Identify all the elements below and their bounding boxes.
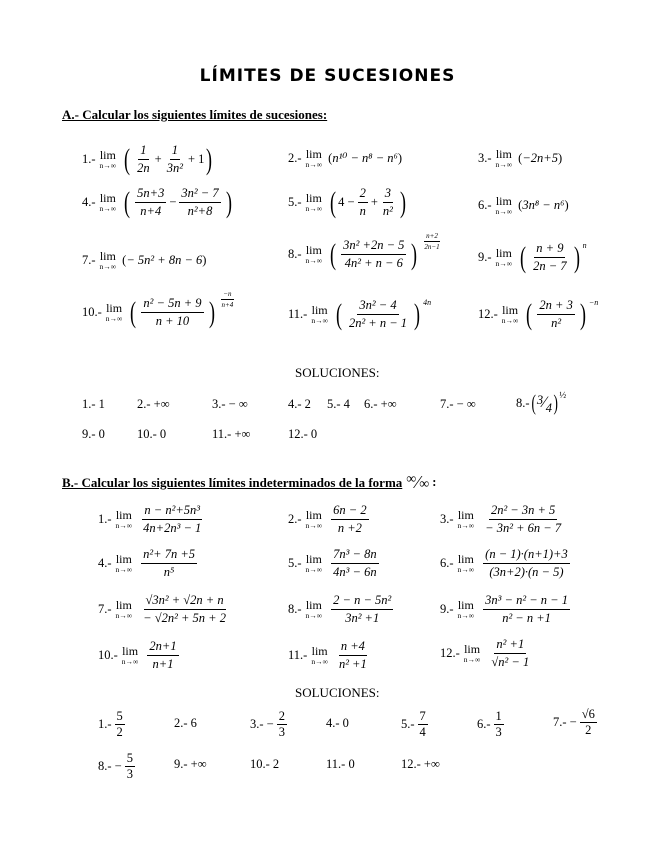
page-title: LÍMITES DE SUCESIONES <box>199 66 456 86</box>
solution-a-5: 5.- 4 <box>327 397 350 411</box>
solutions-b-title: SOLUCIONES: <box>295 685 380 700</box>
section-a-heading: A.- Calcular los siguientes límites de sucesiones: <box>62 107 328 122</box>
solution-b-1: 1.- 5 2 <box>98 709 123 739</box>
solution-b-11: 11.- 0 <box>326 757 355 771</box>
exercise-b-10: 10.- lim n→∞ $\frac{2n+1}{n+1}$ <box>98 639 177 671</box>
exercise-a-2: 2.- lim n→∞ ( n¹⁰ − n⁸ − n⁶ ) <box>288 147 403 169</box>
exercise-a-6: 6.- lim n→∞ ( 3n⁸ − n⁶ ) <box>478 194 569 216</box>
solution-a-9: 9.- 0 <box>82 427 105 441</box>
exercise-a-12: 12.- lim n→∞ ( $\frac{2n + 3}{\text{n²}}$ ) −n <box>478 297 599 331</box>
solution-b-12: 12.- +∞ <box>401 757 440 771</box>
solution-b-4: 4.- 0 <box>326 716 349 730</box>
solution-a-10: 10.- 0 <box>137 427 167 441</box>
exercise-a-11: 11.- lim n→∞ ( $\frac{\text{3n² − 4}}{\text{2n² + n − 1}}$ ) 4n <box>288 297 432 331</box>
exercise-a-4: 4.- lim n→∞ ( $\frac{5n+3}{n+4}$ − $\frac{\text{3n² − 7}}{\text{n²+8}}$ ) <box>82 185 232 219</box>
exercise-b-1: 1.- lim n→∞ $\frac{\text{n − n²+5n³}}{\text{4n+2n³ − 1}}$ <box>98 503 202 535</box>
exercise-b-11: 11.- lim n→∞ $\frac{n +4}{\text{n² +1}}$ <box>288 639 367 671</box>
solution-b-8: 8.- − $\frac{5}{3}$ <box>98 751 133 781</box>
exercise-b-7: 7.- lim n→∞ $\frac{\text{√3n² + √2n + n}}{\text{− √2n² + 5n + 2}}$ <box>98 593 226 625</box>
exercise-a-5: 5.- lim n→∞ ( 4 − $\frac{2}{n}$ + $\frac{3}{\text{n²}}$ ) <box>288 185 406 219</box>
exercise-b-5: 5.- lim n→∞ $\frac{\text{7n³ − 8n}}{\text{4n³ − 6n}}$ <box>288 547 377 579</box>
solution-b-9: 9.- +∞ <box>174 757 207 771</box>
exercise-a-7: 7.- lim n→∞ ( − 5n² + 8n − 6 ) <box>82 249 207 271</box>
solution-a-11: 11.- +∞ <box>212 427 251 441</box>
exercise-a-1: 1.- lim n→∞ ( $\frac{1}{2n}$ + $\frac{1}{\text{3n²}}$ + 1 ) <box>82 142 213 176</box>
exercise-b-3: 3.- lim n→∞ $\frac{\text{2n² − 3n + 5}}{\text{− 3n² + 6n − 7}}$ <box>440 503 562 535</box>
exercise-b-12: 12.- lim n→∞ $\frac{\text{n² +1}}{\text{√n² − 1}}$ <box>440 637 530 669</box>
exercise-b-8: 8.- lim n→∞ $\frac{\text{2 − n − 5n²}}{\text{3n² +1}}$ <box>288 593 392 625</box>
exercise-b-9: 9.- lim n→∞ $\frac{\text{3n³ − n² − n − 1}}{\text{n² − n +1}}$ <box>440 593 568 625</box>
solution-a-8: 8.- ( 3 ⁄ 4 ) ½ <box>516 390 567 415</box>
exercise-b-4: 4.- lim n→∞ $\frac{\text{n²+ 7n +5}}{\text{n⁵}}$ <box>98 547 196 579</box>
exercise-a-9: 9.- lim n→∞ ( $\frac{n + 9}{2n - 7}$ ) n <box>478 240 587 274</box>
solution-b-5: 5.- 7 4 <box>401 709 426 739</box>
solution-a-1: 1.- 1 <box>82 397 105 411</box>
solution-b-10: 10.- 2 <box>250 757 280 771</box>
exercise-a-10: 10.- lim n→∞ ( $\frac{\text{n² − 5n + 9}}{n + 10}$ ) $\frac{-n}{n+4}$ <box>82 290 234 329</box>
solution-a-4: 4.- 2 <box>288 397 311 411</box>
exercise-b-6: 6.- lim n→∞ $\frac{(n - 1)\cdot(n+1)+3}{(3n+2)\cdot(n - 5)}$ <box>440 547 568 579</box>
exercise-a-8: 8.- lim n→∞ ( $\frac{\text{3n² +2n − 5}}{\text{4n² + n − 6}}$ ) $\frac{n+2}{2n-1}$ <box>288 232 440 271</box>
solution-a-7: 7.- − ∞ <box>440 397 476 411</box>
solution-a-2: 2.- +∞ <box>137 397 170 411</box>
solution-b-3: 3.- − $\frac{2}{3}$ <box>250 709 285 739</box>
exercise-b-2: 2.- lim n→∞ $\frac{6n - 2}{n +2}$ <box>288 503 367 535</box>
solution-a-3: 3.- − ∞ <box>212 397 248 411</box>
solution-b-6: 6.- 1 3 <box>477 709 502 739</box>
solution-a-6: 6.- +∞ <box>364 397 397 411</box>
solution-b-2: 2.- 6 <box>174 716 197 730</box>
solution-a-12: 12.- 0 <box>288 427 318 441</box>
exercise-a-3: 3.- lim n→∞ ( −2n+5 ) <box>478 147 563 169</box>
section-b-heading: B.- Calcular los siguientes límites indeterminados de la forma ∞ ⁄ ∞ : <box>62 472 437 492</box>
solutions-a-title: SOLUCIONES: <box>295 365 380 380</box>
solution-b-7: 7.- − $\frac{√6}{2}$ <box>553 707 595 737</box>
